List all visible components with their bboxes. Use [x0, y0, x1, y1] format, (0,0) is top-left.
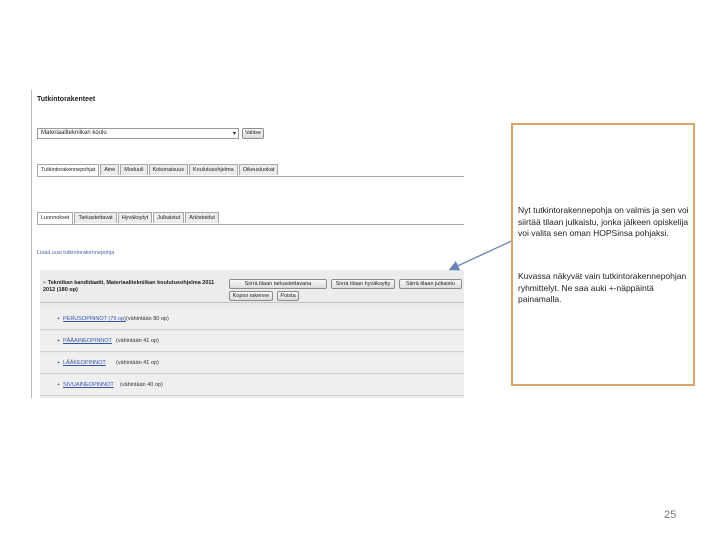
group-link[interactable]: PÄÄAINEOPINNOT	[63, 338, 112, 344]
chevron-down-icon: ▾	[232, 131, 236, 137]
callout-paragraph-2: Kuvassa näkyvät vain tutkintorakennepohjan ryhmittelyt. Ne saa auki +-näppäintä painamalla.	[518, 271, 687, 304]
expand-icon[interactable]: −	[43, 280, 48, 286]
move-to-review-button[interactable]: Siirrä tilaan tarkastettavana	[229, 279, 327, 289]
group-credits: (vähintään 80 op)	[126, 316, 169, 322]
tab-koulutusohjelma[interactable]: Koulutusohjelma	[189, 164, 238, 175]
move-to-approved-button[interactable]: Siirrä tilaan hyväksytty	[331, 279, 395, 289]
group-credits: (vähintään 41 op)	[116, 338, 159, 344]
arrow-line	[451, 238, 518, 269]
move-to-published-button[interactable]: Siirrä tilaan julkaistu	[399, 279, 462, 289]
tab-hyvaksytyt[interactable]: Hyväksytyt	[118, 212, 153, 223]
group-link[interactable]: SIVUAINEOPINNOT	[63, 382, 114, 388]
tab-luonnokset[interactable]: Luonnokset	[37, 212, 73, 224]
delete-button[interactable]: Poista	[277, 291, 299, 301]
tab-moduuli[interactable]: Moduuli	[120, 164, 147, 175]
page-title: Tutkintorakenteet	[37, 96, 96, 103]
callout-paragraph-1: Nyt tutkintorakennepohja on valmis ja sen voi siirtää tilaan julkaistu, jonka jälkeen opiskelija voi valita sen oman HOPSinsa pohjaksi.	[518, 205, 689, 238]
expand-plus-icon[interactable]: +	[57, 338, 61, 344]
expand-plus-icon[interactable]: +	[57, 316, 61, 322]
tab-julkaistut[interactable]: Julkaistut	[153, 212, 184, 223]
group-link[interactable]: LÄÄKEOPINNOT	[63, 360, 106, 366]
expand-plus-icon[interactable]: +	[57, 382, 61, 388]
structure-title-line2: 2012 (180 op)	[43, 287, 78, 293]
page-number: 25	[664, 509, 677, 521]
degree-select-value: Materiaalitekniikan koulu	[41, 130, 107, 136]
expand-plus-icon[interactable]: +	[57, 360, 61, 366]
group-link[interactable]: PERUSOPINNOT (79 op)	[63, 316, 126, 322]
tab-aine[interactable]: Aine	[100, 164, 119, 175]
structure-title-line1: Tekniikan kandidaatti, Materiaalitekniikan koulutusohjelma 2011	[47, 280, 215, 286]
callout-box	[511, 123, 695, 386]
select-button[interactable]: Valitse	[242, 128, 264, 139]
tab-kokonaisuus[interactable]: Kokonaisuus	[149, 164, 189, 175]
tab-arkistoidut[interactable]: Arkistoidut	[185, 212, 219, 223]
tab-tutkintorakennepohjat[interactable]: Tutkintorakennepohjat	[37, 164, 99, 176]
group-credits: (vähintään 40 op)	[120, 382, 163, 388]
copy-structure-button[interactable]: Kopioi rakenne	[229, 291, 273, 301]
tab-tarkastettavat[interactable]: Tarkastettavat	[74, 212, 116, 223]
group-credits: (vähintään 41 op)	[116, 360, 159, 366]
tab-oikeusluokat[interactable]: Oikeusluokat	[239, 164, 279, 175]
add-structure-link[interactable]: Lisää uusi tutkintorakennepohja	[37, 250, 115, 256]
